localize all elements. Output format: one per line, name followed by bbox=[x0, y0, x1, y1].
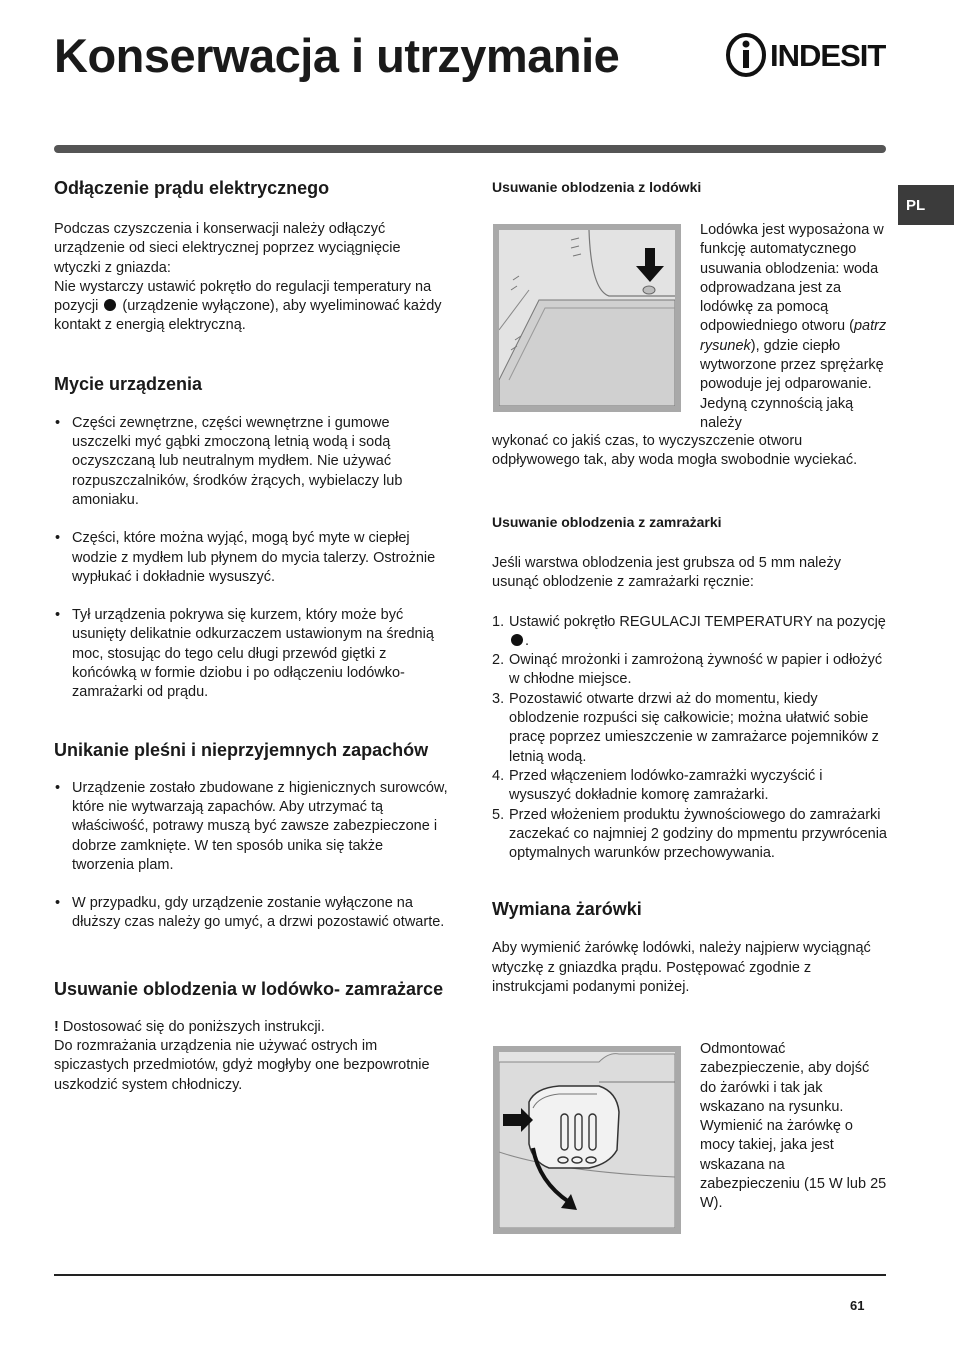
list-item: 3. Pozostawić otwarte drzwi aż do momentu, kiedy oblodzenie rozpuści się całkowicie; można ułatwić sobie pracę poprzez umieszczenie w zamrażarce pojemników z letnią wodą. bbox=[492, 690, 879, 765]
top-rule bbox=[54, 145, 886, 153]
fridge-drain-illustration bbox=[493, 224, 681, 412]
paragraph: Do rozmrażania urządzenia nie używać ostrych im spiczastych przedmiotów, gdyż mogłyby one bezpowrotnie uszkodzić system chłodniczy. bbox=[54, 1038, 430, 1093]
warning-line: ! Dostosować się do poniższych instrukcji. bbox=[54, 1018, 325, 1035]
wrapped-text: Lodówka jest wyposażona w funkcję automatycznego usuwania oblodzenia: woda odprowadzana jest za lodówkę za pomocą odpowiedniego otworu (patrz rysunek), gdzie ciepło wytworzone przez sprężarkę powoduje jej odparowanie. Jedyną czynnością jaką należy bbox=[700, 222, 887, 431]
brand-name: INDESIT bbox=[770, 38, 886, 73]
section-heading: Odłączenie prądu elektrycznego bbox=[54, 178, 330, 198]
paragraph: Nie wystarczy ustawić pokrętło do regulacji temperatury na pozycji (urządzenie wyłączone), aby wyeliminować każdy kontakt z energią elektryczną. bbox=[54, 278, 442, 334]
section-heading: Usuwanie oblodzenia w lodówko- zamrażarce bbox=[54, 978, 444, 999]
page-number: 61 bbox=[850, 1298, 865, 1313]
list-item: • Urządzenie zostało zbudowane z higienicznych surowców, które nie wytwarzają zapachów. Aby utrzymać tą właściwość, potrawy muszą być zawsze zabezpieczone i dobrze zamknięte. W ten sposób unika się także tworzenia plam. bbox=[54, 779, 449, 875]
lamp-cover-illustration bbox=[493, 1046, 681, 1234]
list-item: • Tył urządzenia pokrywa się kurzem, który może być usunięty delikatnie odkurzaczem ustawionym na średnią moc, stosując do tego celu długi przewód giętki z końcówką w formie dziobu i po odłączeniu lodówko- zamrażarki od prądu. bbox=[54, 606, 449, 702]
paragraph: Aby wymienić żarówkę lodówki, należy najpierw wyciągnąć wtyczkę z gniazdka prądu. Postępować zgodnie z instrukcjami podanymi poniżej. bbox=[492, 940, 871, 996]
section-heading: Wymiana żarówki bbox=[492, 899, 642, 920]
paragraph: Podczas czyszczenia i konserwacji należy odłączyć urządzenie od sieci elektrycznej poprzez wyciągnięcie wtyczki z gniazda: bbox=[54, 221, 401, 276]
list-item: • Części zewnętrzne, części wewnętrzne i gumowe uszczelki myć gąbki zmoczoną letnią wodą i sodą oczyszczaną lub neutralnym mydłem. Nie używać rozpuszczalników, środków żrących, wybielaczy lub amoniaku. bbox=[54, 414, 449, 510]
paragraph-continuation: wykonać co jakiś czas, to wyczyszczenie otworu odpływowego tak, aby woda mogła swobodnie wyciekać. bbox=[492, 433, 858, 469]
wrapped-text: Odmontować zabezpieczenie, aby dojść do żarówki i tak jak wskazano na rysunku. Wymienić na żarówkę o mocy takiej, jaka jest wskazana na zabezpieczeniu (15 W lub 25 W). bbox=[700, 1041, 887, 1212]
list-item: 5. Przed włożeniem produktu żywnościowego do zamrażarki zaczekać co najmniej 2 godziny do mpmentu przywrócenia optymalnych warunków przechowywania. bbox=[492, 806, 887, 862]
page-title: Konserwacja i utrzymanie bbox=[54, 29, 620, 82]
paragraph: Jeśli warstwa oblodzenia jest grubsza od 5 mm należy usunąć oblodzenie z zamrażarki ręcznie: bbox=[492, 555, 841, 591]
list-item: 4. Przed włączeniem lodówko-zamrażki wyczyścić i wysuszyć dokładnie komorę zamrażarki. bbox=[492, 767, 823, 804]
bullet-list bbox=[54, 414, 449, 703]
section-heading: Usuwanie oblodzenia z zamrażarki bbox=[492, 514, 722, 530]
list-item: • Części, które można wyjąć, mogą być myte w ciepłej wodzie z mydłem lub płynem do mycia talerzy. Ostrożnie wypłukać i dokładnie wysuszyć. bbox=[54, 529, 449, 587]
language-tab: PL bbox=[898, 185, 954, 225]
numbered-list bbox=[492, 613, 888, 864]
right-column bbox=[492, 178, 888, 196]
list-item: • W przypadku, gdy urządzenie zostanie wyłączone na dłuższy czas należy go umyć, a drzwi pozostawić otwarte. bbox=[54, 894, 449, 933]
off-position-dot-icon bbox=[104, 299, 116, 311]
section-heading: Usuwanie oblodzenia z lodówki bbox=[492, 179, 702, 195]
bullet-list bbox=[54, 779, 449, 933]
indesit-logo bbox=[724, 32, 889, 78]
bottom-rule bbox=[54, 1274, 886, 1276]
indesit-logo-icon bbox=[724, 32, 768, 78]
warning-mark: ! bbox=[54, 1018, 59, 1035]
list-item: 1. Ustawić pokrętło REGULACJI TEMPERATURY na pozycję . bbox=[492, 613, 886, 649]
left-column bbox=[54, 178, 449, 1095]
section-heading: Unikanie pleśni i nieprzyjemnych zapachów bbox=[54, 739, 429, 760]
off-position-dot-icon bbox=[511, 634, 523, 646]
section-heading: Mycie urządzenia bbox=[54, 373, 203, 394]
freezer-defrost-section bbox=[492, 513, 888, 997]
list-item: 2. Owinąć mrożonki i zamrożoną żywność w papier i odłożyć w chłodne miejsce. bbox=[492, 652, 883, 688]
